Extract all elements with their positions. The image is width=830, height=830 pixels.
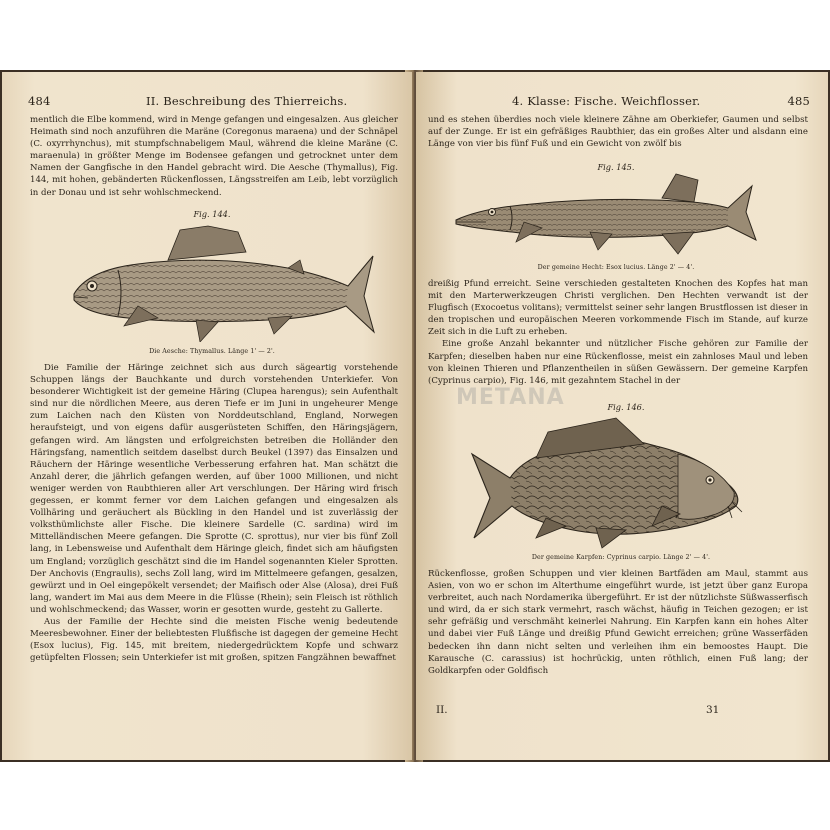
left-paragraph-3: Aus der Familie der Hechte sind die meisten Fische wenig bedeutende Meeresbewohner. Einer der beliebtesten Flußfische ist dagegen der gemeine Hecht (Esox lucius), Fig. 145, mit breitem, niedergedrücktem Kopfe und schwarz getüpfelten Flossen; sein Unterkiefer ist mit großen, spitzen Fangzähnen bewaffnet	[30, 616, 398, 664]
carp-fish-illustration	[466, 414, 756, 550]
right-paragraph-3: Eine große Anzahl bekannter und nützlicher Fische gehören zur Familie der Karpfen; dieselben haben nur eine Rückenflosse, meist ein zahnloses Maul und leben von kleinen Thieren und Pflanzentheilen in süßen Gewässern. Der gemeine Karpfen (Cyprinus carpio), Fig. 146, mit gezahntem Stachel in der	[428, 339, 808, 386]
signature-mark: II.	[436, 704, 448, 716]
left-paragraph-1: mentlich die Elbe kommend, wird in Menge gefangen und eingesalzen. Aus gleicher Heimath sind noch anzuführen die Maräne (Coregonus maraena) und der Schnäpel (C. oxyrrhynchus), mit stumpfschnabeligem Maul, während die kleine Maräne (C. maraenula) in größter Menge im Bodensee gefangen und getrocknet unter dem Namen der Gangfische in den Handel gebracht wird. Die Aesche (Thymallus), Fig. 144, mit hohen, gebänderten Rückenflossen, Längsstreifen am Leib, lebt vorzüglich in der Donau und ist sehr wohlschmeckend.	[30, 115, 398, 198]
watermark: METANA	[456, 385, 565, 410]
left-head-title: II. Beschreibung des Thierreichs.	[146, 94, 348, 108]
right-page-number: 485	[787, 94, 810, 108]
left-page	[2, 72, 412, 760]
right-paragraph-1: und es stehen überdies noch viele kleinere Zähne am Oberkiefer, Gaumen und selbst auf der Zunge. Er ist ein gefräßiges Raubthier, das ein großes Alter und alsdann eine Länge von vier bis fünf Fuß und ein Gewicht von zwölf bis	[428, 115, 808, 150]
right-text-bottom	[428, 568, 808, 677]
right-text-top	[428, 114, 808, 150]
right-paragraph-4: Rückenflosse, großen Schuppen und vier kleinen Bartfäden am Maul, stammt aus Asien, von wo er schon im Alterthume eingeführt wurde, ist jetzt über ganz Europa verbreitet, auch nach Nordamerika übergeführt. Er ist der nützlichste Süßwasserfisch und wird, da er sich stark vermehrt, rasch wächst, häufig in Teichen gezogen; er ist sehr gefräßig und verschmäht keinerlei Nahrung. Ein Karpfen kann ein hohes Alter und dabei vier Fuß Länge und dreißig Pfund Gewicht erreichen; grüne Wasserfäden bedecken ihn dann nicht selten und verleihen ihm ein bemoostes Haupt. Die Karausche (C. carassius) ist hochrückig, unten röthlich, einen Fuß lang; der Goldkarpfen oder Goldfisch	[428, 569, 808, 676]
fig-144-caption: Die Aesche: Thymallus. Länge 1' — 2'.	[149, 348, 275, 355]
pike-fish-illustration	[452, 168, 762, 262]
left-paragraph-2: Die Familie der Häringe zeichnet sich aus durch sägeartig vorstehende Schuppen längs der Bauchkante und durch vorstehenden Unterkiefer. Von besonderer Wichtigkeit ist der gemeine Häring (Clupea harengus); sein Aufenthalt sind nur die nördlichen Meere, aus deren Tiefe er im Juni in ungeheurer Menge zum Laichen nach den Küsten von Norddeutschland, England, Norwegen heraufsteigt, und von eigens dafür ausgerüsteten Schiffen, den Häringsjägern, gefangen wird. Am längsten und erfolgreichsten betreiben die Holländer den Häringsfang, namentlich seitdem daselbst durch Beukel (1397) das Einsalzen und Räuchern der Häringe wesentliche Verbesserung erfahren hat. Man schätzt die Anzahl derer, die jährlich gefangen werden, auf über 1000 Millionen, und nicht weniger werden von Raubthieren aller Art verschlungen. Der Häring wird frisch gegessen, er kommt ferner vor dem Laichen gefangen und eingesalzen als Vollhäring und geräuchert als Bückling in den Handel und ist zuverlässig der volksthümlichste aller Fische. Die kleinere Sardelle (C. sardina) wird im Mittelländischen Meere gefangen. Die Sprotte (C. sprottus), nur vier bis fünf Zoll lang, in Lebensweise und Aufenthalt dem Häringe gleich, findet sich am häufigsten um England; vorzüglich geschätzt sind die im Handel sogenannten Kieler Sprotten. Der Anchovis (Engraulis), sechs Zoll lang, wird im Mittelmeere gefangen, gesalzen, gewürzt und in Oel eingepökelt versendet; der Maifisch oder Alse (Alosa), drei Fuß lang, wandert im Mai aus dem Meere in die Flüsse (Rhein); sein Fleisch ist röthlich und wohlschmeckend; das Wasser, worin er gesotten wurde, gesteht zu Gallerte.	[30, 363, 398, 615]
right-page	[416, 72, 828, 760]
fig-146-label: Fig. 146.	[607, 402, 645, 412]
left-text-top	[30, 114, 398, 199]
right-paragraph-2: dreißig Pfund erreicht. Seine verschieden gestalteten Knochen des Kopfes hat man mit den Marterwerkzeugen Christi verglichen. Den Hechten verwandt ist der Flugfisch (Exocoetus volitans); vermittelst seiner sehr langen Brustflossen ist dieser in den tropischen und europäischen Meeren vorkommende Fisch im Stande, auf kurze Zeit sich in die Luft zu erheben.	[428, 279, 808, 338]
right-text-middle	[428, 278, 808, 387]
fig-145-caption: Der gemeine Hecht: Esox lucius. Länge 2' — 4'.	[537, 264, 695, 271]
fig-145-label: Fig. 145.	[597, 162, 635, 172]
open-book	[0, 70, 830, 762]
grayling-fish-illustration	[68, 222, 378, 342]
fig-146-caption: Der gemeine Karpfen: Cyprinus carpio. Länge 2' — 4'.	[531, 554, 711, 561]
left-text-bottom	[30, 362, 398, 664]
left-page-number: 484	[28, 94, 51, 108]
fig-144-label: Fig. 144.	[193, 209, 231, 219]
sheet-number: 31	[706, 704, 720, 716]
right-head-title: 4. Klasse: Fische. Weichflosser.	[512, 94, 701, 108]
